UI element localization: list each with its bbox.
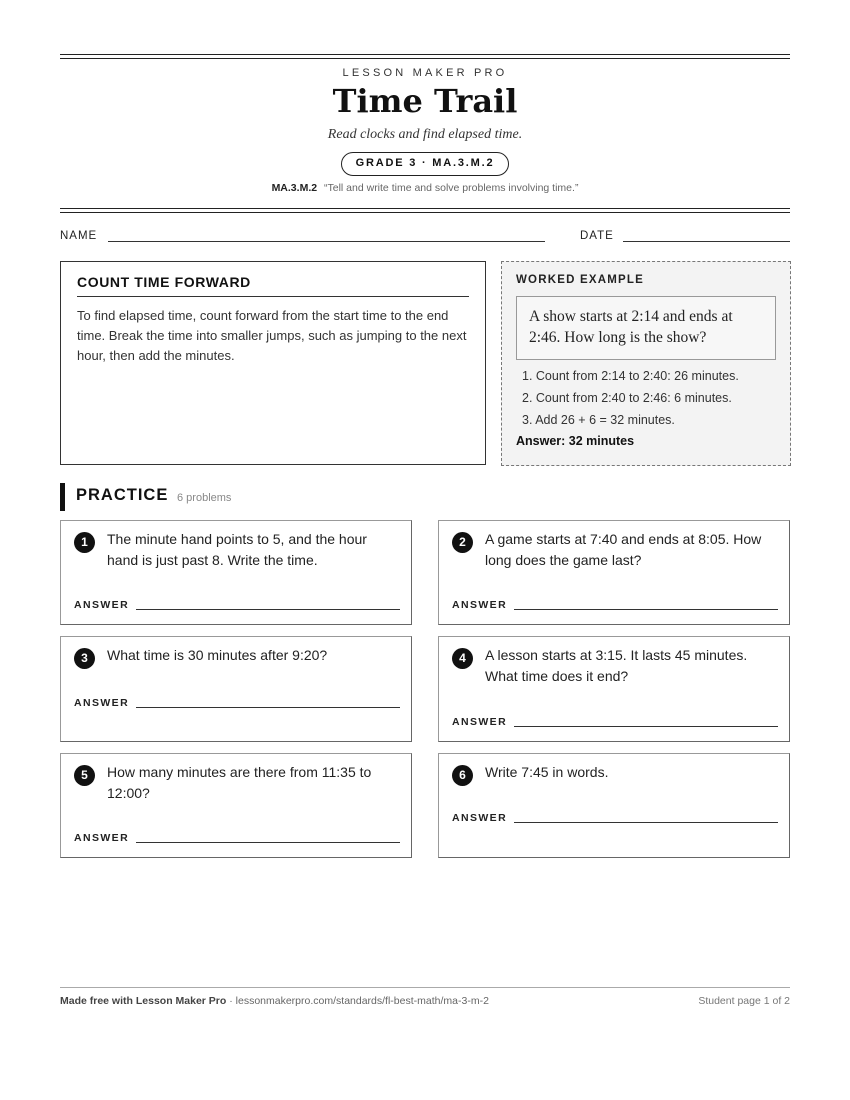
answer-label: ANSWER xyxy=(452,716,508,728)
problem-number-badge: 2 xyxy=(452,532,473,553)
problem-text: What time is 30 minutes after 9:20? xyxy=(107,647,328,663)
answer-label: ANSWER xyxy=(74,697,130,709)
footer-url-link[interactable]: lessonmakerpro.com/standards/fl-best-math/ma-3-m-2 xyxy=(235,995,489,1007)
name-field[interactable] xyxy=(108,241,545,242)
problem-text: A game starts at 7:40 and ends at 8:05. How long does the game last? xyxy=(485,531,762,568)
problem-number-badge: 3 xyxy=(74,648,95,669)
problem-card xyxy=(60,520,412,625)
worked-example-steps xyxy=(522,365,782,431)
problem-number-badge: 4 xyxy=(452,648,473,669)
answer-field[interactable] xyxy=(514,726,778,727)
answer-field[interactable] xyxy=(514,822,778,823)
problem-number-badge: 1 xyxy=(74,532,95,553)
practice-heading: PRACTICE xyxy=(76,486,169,504)
problem-number-badge: 5 xyxy=(74,765,95,786)
example-step: 3. Add 26 + 6 = 32 minutes. xyxy=(522,413,675,427)
date-label: DATE xyxy=(580,230,614,242)
standard-line xyxy=(60,182,790,194)
answer-field[interactable] xyxy=(136,707,400,708)
answer-field[interactable] xyxy=(514,609,778,610)
problem-card xyxy=(438,520,790,625)
problem-card xyxy=(60,636,412,742)
worked-example-answer: Answer: 32 minutes xyxy=(516,434,635,448)
worksheet-page xyxy=(60,0,790,1100)
worksheet-subtitle: Read clocks and find elapsed time. xyxy=(327,127,523,142)
worked-example-label: WORKED EXAMPLE xyxy=(516,274,644,286)
footer-page-number: Student page 1 of 2 xyxy=(698,995,790,1007)
concept-box xyxy=(60,261,486,465)
problem-card xyxy=(438,636,790,742)
standard-code: MA.3.M.2 xyxy=(271,182,318,194)
answer-label: ANSWER xyxy=(452,599,508,611)
brand-name: LESSON MAKER PRO xyxy=(342,67,508,79)
footer-made-with: Made free with Lesson Maker Pro xyxy=(60,995,227,1007)
concept-title: COUNT TIME FORWARD xyxy=(77,274,469,297)
practice-accent-bar xyxy=(60,483,65,511)
date-field[interactable] xyxy=(623,241,790,242)
worksheet-title: Time Trail xyxy=(332,82,518,120)
answer-label: ANSWER xyxy=(74,599,130,611)
grade-badge: GRADE 3 · MA.3.M.2 xyxy=(341,152,509,176)
problem-text: How many minutes are there from 11:35 to 12:00? xyxy=(107,764,372,801)
problem-text: A lesson starts at 3:15. It lasts 45 minutes. What time does it end? xyxy=(485,647,748,684)
name-label: NAME xyxy=(60,230,98,242)
concept-body: To find elapsed time, count forward from the start time to the end time. Break the time into smaller jumps, such as jumping to the next hour, then add the minutes. xyxy=(77,308,467,363)
problem-text: Write 7:45 in words. xyxy=(485,764,609,780)
standard-text: “Tell and write time and solve problems involving time.” xyxy=(324,182,579,194)
answer-label: ANSWER xyxy=(452,812,508,824)
problem-card xyxy=(438,753,790,858)
worked-example-box xyxy=(501,261,791,466)
answer-field[interactable] xyxy=(136,842,400,843)
worked-example-problem: A show starts at 2:14 and ends at 2:46. How long is the show? xyxy=(516,296,776,360)
footer-credit xyxy=(60,995,489,1007)
answer-label: ANSWER xyxy=(74,832,130,844)
footer-separator: · xyxy=(226,995,236,1007)
problem-card xyxy=(60,753,412,858)
footer-rule xyxy=(60,987,790,988)
problem-number-badge: 6 xyxy=(452,765,473,786)
header-bottom-rule xyxy=(60,208,790,213)
answer-field[interactable] xyxy=(136,609,400,610)
practice-count: 6 problems xyxy=(177,492,232,504)
example-step: 1. Count from 2:14 to 2:40: 26 minutes. xyxy=(522,369,739,383)
header-top-rule xyxy=(60,54,790,59)
example-step: 2. Count from 2:40 to 2:46: 6 minutes. xyxy=(522,391,732,405)
problem-text: The minute hand points to 5, and the hour hand is just past 8. Write the time. xyxy=(107,531,367,568)
